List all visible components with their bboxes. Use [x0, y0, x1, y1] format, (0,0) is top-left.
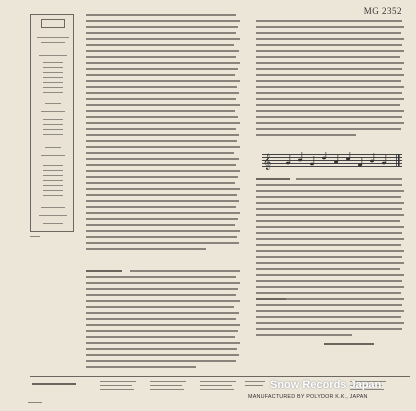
- music-notes-icon: [262, 152, 402, 170]
- footer-series-label: [32, 383, 76, 387]
- section-heading-berg: [256, 298, 406, 302]
- manufacturer-line: MANUFACTURED BY POLYDOR K.K., JAPAN: [248, 394, 368, 400]
- liner-notes-column-1b: [86, 276, 242, 372]
- print-code: [28, 402, 42, 403]
- footer-record-item: [150, 381, 188, 395]
- footer-divider: [30, 376, 410, 377]
- svg-text:𝄞: 𝄞: [263, 154, 272, 170]
- label-logo-icon: [41, 19, 65, 28]
- liner-notes-column-1: [86, 14, 242, 264]
- footer-record-item: [200, 381, 238, 395]
- track-list-panel: [30, 14, 74, 232]
- liner-notes-column-2c: [256, 304, 406, 340]
- section-heading-webern: [256, 178, 406, 182]
- catalog-number: MG 2352: [363, 6, 402, 16]
- section-heading-schoenberg: [86, 270, 242, 274]
- footer-record-item: [100, 381, 138, 395]
- watermark-text: Snow Records Japan: [270, 379, 382, 391]
- music-notation-example: [262, 152, 402, 170]
- liner-notes-column-2: [256, 20, 406, 144]
- liner-notes-column-2b: [256, 184, 406, 324]
- side-label-code: [30, 236, 40, 237]
- author-credit: [324, 343, 374, 345]
